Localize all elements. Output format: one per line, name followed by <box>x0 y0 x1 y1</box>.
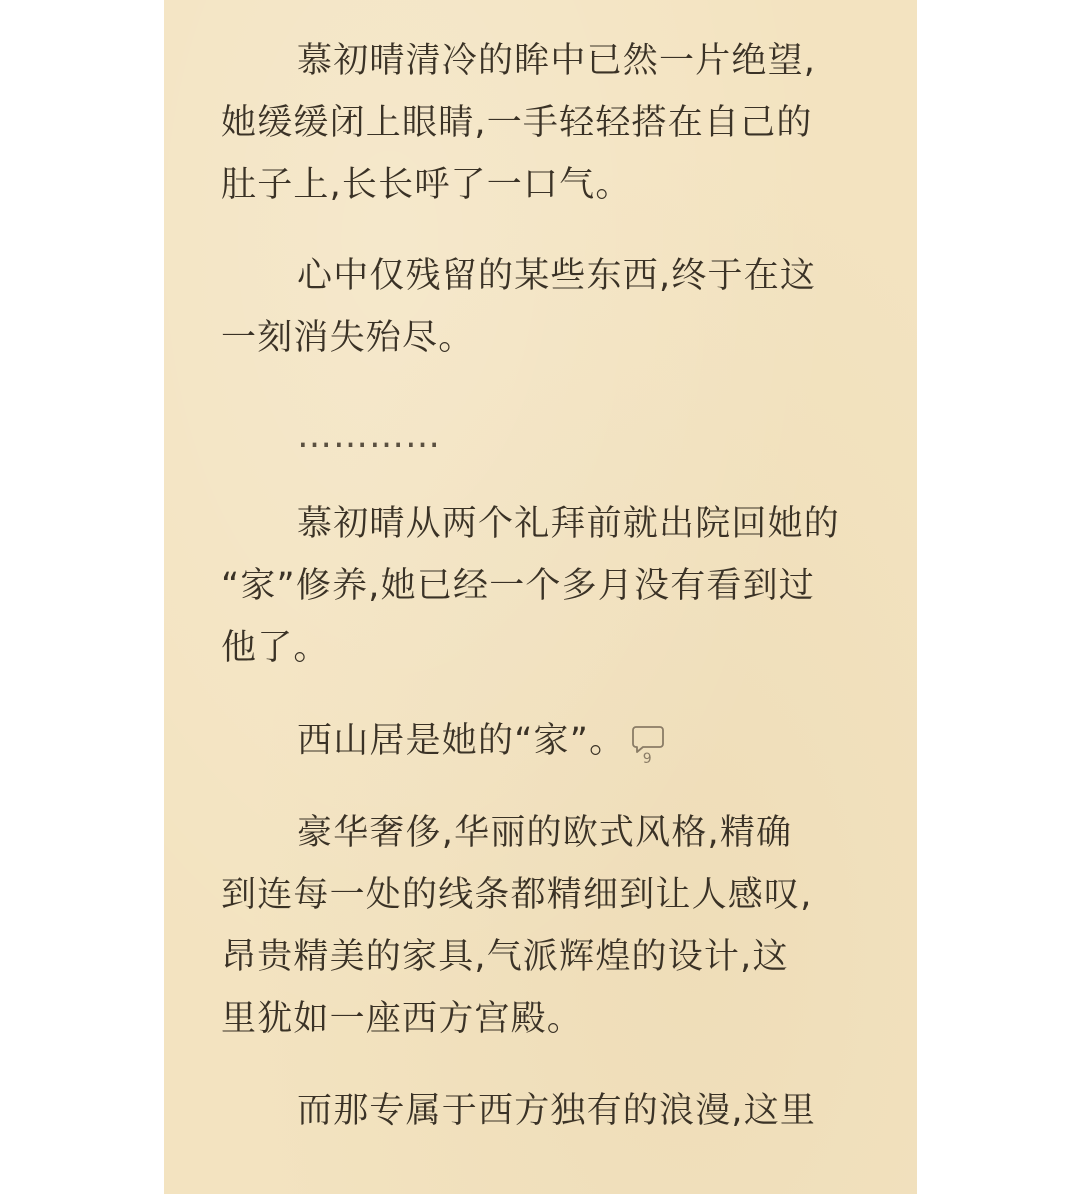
paragraph-3 <box>221 493 861 679</box>
text-line: 而那专属于西方独有的浪漫,这里 <box>297 1091 817 1131</box>
paragraph-4 <box>221 710 861 772</box>
comment-count: 9 <box>642 751 652 767</box>
text-line: 她缓缓闭上眼睛,一手轻轻搭在自己的 <box>221 103 813 143</box>
text-line: 他了。 <box>221 628 330 668</box>
text-line: “家”修养,她已经一个多月没有看到过 <box>221 566 815 606</box>
text-line: 肚子上,长长呼了一口气。 <box>221 165 632 205</box>
text-line: 昂贵精美的家具,气派辉煌的设计,这 <box>221 937 789 977</box>
text-line-with-comment <box>221 710 861 772</box>
text-line: 慕初晴清冷的眸中已然一片绝望, <box>297 41 817 81</box>
text-line: 慕初晴从两个礼拜前就出院回她的 <box>297 504 841 544</box>
text-line: 心中仅残留的某些东西,终于在这 <box>297 256 817 296</box>
text-line: 里犹如一座西方宫殿。 <box>221 999 584 1039</box>
text-line: 豪华奢侈,华丽的欧式风格,精确 <box>297 813 793 853</box>
paragraph-6 <box>221 1080 861 1142</box>
paragraph-ellipsis <box>221 405 861 467</box>
paragraph-5 <box>221 802 861 1050</box>
ellipsis-separator: ………… <box>297 416 441 456</box>
paragraph-2 <box>221 245 861 369</box>
text-line: 一刻消失殆尽。 <box>221 318 475 358</box>
text-line: 到连每一处的线条都精细到让人感叹, <box>221 875 813 915</box>
text-line: 西山居是她的“家”。 <box>297 721 626 761</box>
paragraph-comment-button[interactable] <box>631 725 665 767</box>
reader-page <box>164 0 917 1194</box>
paragraph-1 <box>221 30 861 216</box>
